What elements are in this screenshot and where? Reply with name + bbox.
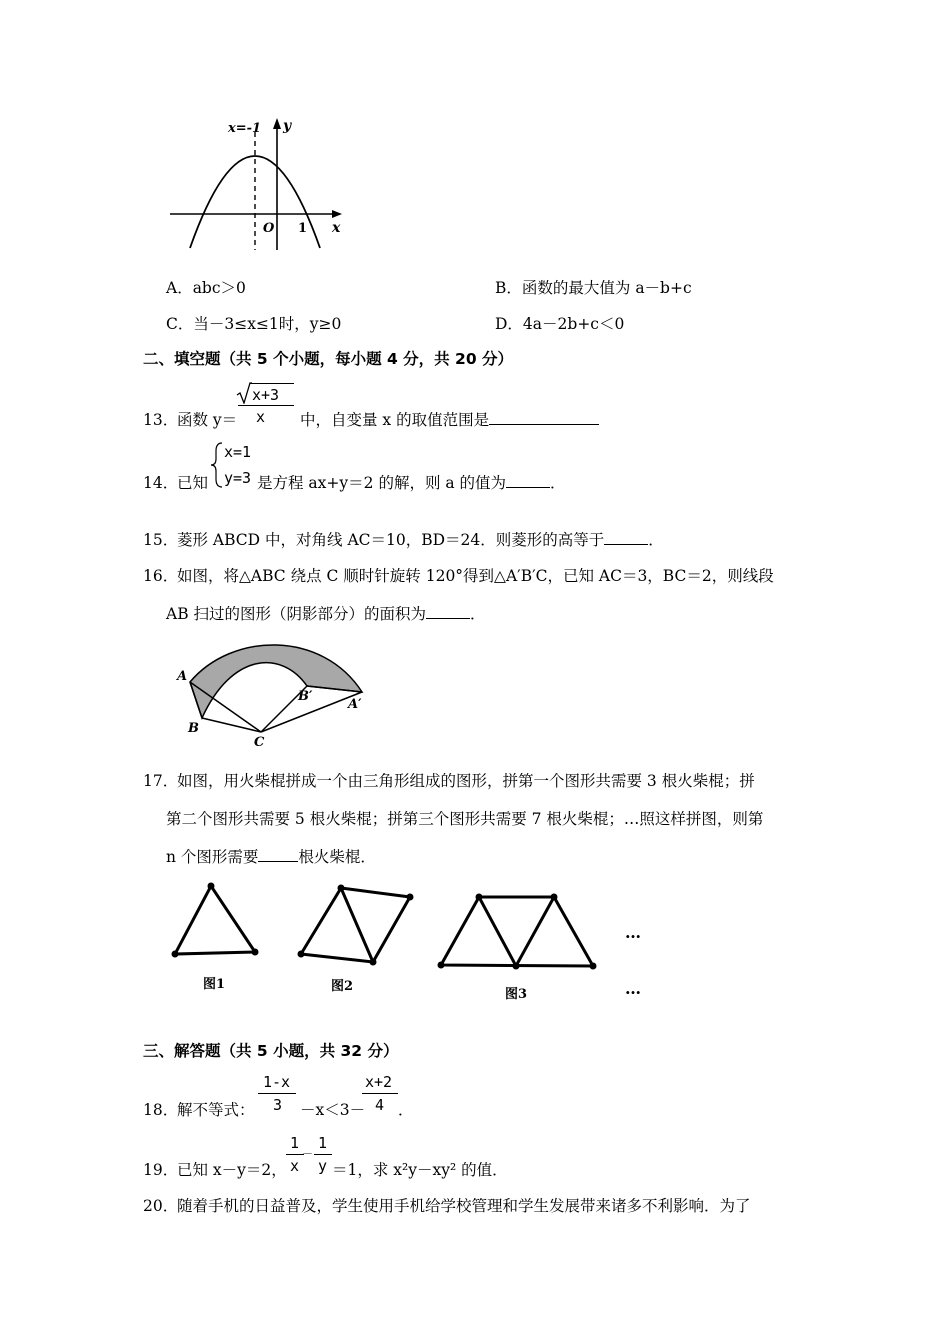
figure-3-triangles bbox=[441, 897, 593, 966]
q13-numerator: x+3 bbox=[252, 386, 280, 404]
q19-number: 19． bbox=[143, 1161, 179, 1179]
caption-fig2: 图2 bbox=[331, 979, 354, 994]
q15-number: 15． bbox=[143, 531, 179, 549]
ellipsis-top: … bbox=[625, 923, 641, 942]
q18-frac1-num: 1-x bbox=[263, 1073, 291, 1091]
q20-number: 20． bbox=[143, 1197, 179, 1215]
q13-prefix: 函数 y＝ bbox=[177, 411, 238, 429]
q19-frac1-den: x bbox=[290, 1157, 300, 1175]
q13-fraction-line bbox=[238, 405, 294, 406]
option-d: D．4a－2b+c＜0 bbox=[495, 315, 625, 333]
q17-line1: 如图，用火柴棍拼成一个由三角形组成的图形，拼第一个图形共需要 3 根火柴棍；拼 bbox=[177, 772, 755, 790]
q18-number: 18． bbox=[143, 1101, 179, 1119]
q18-frac1-den: 3 bbox=[273, 1096, 283, 1114]
q14-end: ． bbox=[550, 474, 566, 492]
sqrt-sign bbox=[236, 382, 252, 404]
q16-number: 16． bbox=[143, 567, 179, 585]
caption-fig1: 图1 bbox=[203, 977, 226, 992]
q18-frac2-num: x+2 bbox=[365, 1073, 393, 1091]
q13-number: 13． bbox=[143, 411, 179, 429]
q18-end: ． bbox=[398, 1101, 414, 1119]
q19-frac2-num: 1 bbox=[318, 1134, 328, 1152]
q16-line1: 如图，将△ABC 绕点 C 顺时针旋转 120°得到△A′B′C，已知 AC＝3，BC＝2，则线段 bbox=[177, 567, 774, 585]
q15-body: 菱形 ABCD 中，对角线 AC＝10，BD＝24．则菱形的高等于 bbox=[177, 531, 605, 549]
q16-line2 bbox=[166, 604, 486, 624]
parabola-figure bbox=[160, 110, 355, 260]
section-3-title: 三、解答题（共 5 小题，共 32 分） bbox=[143, 1042, 399, 1060]
option-b: B．函数的最大值为 a－b+c bbox=[495, 279, 692, 297]
q14-line2: y=3 bbox=[224, 469, 252, 487]
q18-middle: －x＜3－ bbox=[300, 1101, 366, 1119]
symmetry-label: x=-1 bbox=[228, 121, 262, 136]
label-b: B bbox=[188, 721, 199, 736]
q17-line3-prefix: n 个图形需要 bbox=[166, 848, 259, 866]
q13-suffix bbox=[300, 410, 599, 430]
q17-line3-suffix: 根火柴棍． bbox=[298, 848, 376, 866]
shaded-region bbox=[190, 645, 362, 718]
q15-answer-blank[interactable] bbox=[604, 530, 648, 545]
option-a: A．abc＞0 bbox=[166, 279, 246, 297]
x-axis-arrow bbox=[332, 210, 342, 218]
q17-answer-blank[interactable] bbox=[258, 847, 298, 862]
q14-number: 14． bbox=[143, 474, 179, 492]
q16-answer-blank[interactable] bbox=[426, 604, 470, 619]
q17-line3 bbox=[166, 847, 376, 867]
ellipsis-bottom: … bbox=[625, 979, 641, 998]
q19-minus: － bbox=[302, 1147, 313, 1160]
q17-line2: 第二个图形共需要 5 根火柴棍；拼第三个图形共需要 7 根火柴棍；…照这样拼图，则第 bbox=[166, 810, 764, 828]
one-label: 1 bbox=[298, 221, 308, 236]
x-axis-label: x bbox=[332, 220, 341, 236]
sqrt-overline bbox=[250, 383, 294, 384]
y-axis-arrow bbox=[273, 118, 281, 129]
label-a: A bbox=[177, 669, 188, 684]
q14-suffix bbox=[257, 473, 566, 493]
rotation-figure bbox=[172, 640, 382, 750]
q14-prefix: 已知 bbox=[177, 474, 209, 492]
q17-number: 17． bbox=[143, 772, 179, 790]
q18-prefix: 解不等式： bbox=[177, 1101, 255, 1119]
q18-frac2-den: 4 bbox=[375, 1096, 385, 1114]
label-a-prime: A′ bbox=[348, 697, 362, 712]
q20-text: 随着手机的日益普及，学生使用手机给学校管理和学生发展带来诸多不利影响．为了 bbox=[177, 1197, 751, 1215]
figure-1-triangle bbox=[175, 886, 255, 954]
q14-line1: x=1 bbox=[224, 443, 252, 461]
q13-denominator: x bbox=[256, 408, 266, 426]
q18-frac2-line bbox=[362, 1093, 398, 1094]
q15-text bbox=[177, 530, 664, 550]
figure-2-triangles bbox=[301, 888, 410, 962]
origin-label: O bbox=[263, 221, 275, 236]
q14-answer-blank[interactable] bbox=[506, 473, 550, 488]
q14-suffix-text: 是方程 ax+y＝2 的解，则 a 的值为 bbox=[257, 474, 507, 492]
matchstick-figures bbox=[165, 878, 665, 1003]
caption-fig3: 图3 bbox=[505, 987, 528, 1002]
q16-end: ． bbox=[470, 605, 486, 623]
q13-answer-blank[interactable] bbox=[489, 410, 599, 425]
q15-end: ． bbox=[648, 531, 664, 549]
q19-suffix: ＝1，求 x²y－xy² 的值． bbox=[332, 1161, 508, 1179]
q13-suffix-text: 中，自变量 x 的取值范围是 bbox=[300, 411, 490, 429]
option-c: C．当－3≤x≤1时，y≥0 bbox=[166, 315, 342, 333]
brace bbox=[210, 441, 224, 489]
label-b-prime: B′ bbox=[298, 689, 313, 704]
q19-frac2-den: y bbox=[318, 1157, 328, 1175]
q16-body: AB 扫过的图形（阴影部分）的面积为 bbox=[166, 605, 427, 623]
q19-frac2-line bbox=[314, 1154, 332, 1155]
q18-frac1-line bbox=[258, 1093, 296, 1094]
q19-prefix: 已知 x－y＝2， bbox=[177, 1161, 287, 1179]
section-2-title: 二、填空题（共 5 个小题，每小题 4 分，共 20 分） bbox=[143, 350, 514, 368]
q19-frac1-num: 1 bbox=[290, 1134, 300, 1152]
label-c: C bbox=[254, 735, 265, 750]
y-axis-label: y bbox=[283, 118, 292, 134]
